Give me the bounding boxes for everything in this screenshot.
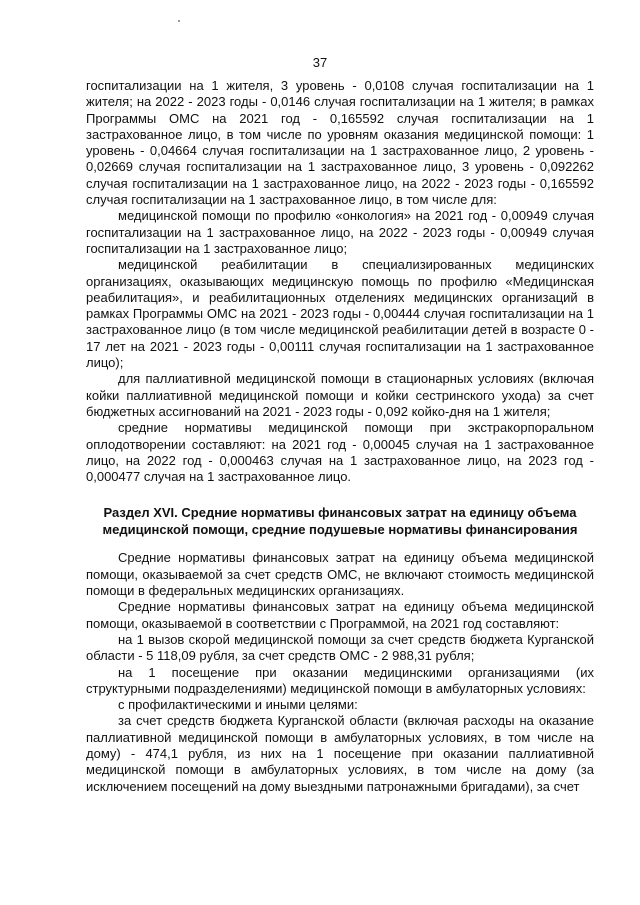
section-heading: Раздел XVI. Средние нормативы финансовых затрат на единицу объема медицинской помощи, средние подушевые нормативы финансирования [102, 505, 578, 537]
paragraph: с профилактическими и иными целями: [118, 697, 358, 713]
text-block-bottom [86, 550, 594, 794]
document-body [86, 78, 594, 795]
page-number: 37 [312, 55, 328, 70]
paragraph: для паллиативной медицинской помощи в стационарных условиях (включая койки паллиативной медицинской помощи и койки сестринского ухода) за счет бюджетных ассигнований на 2021 - 2023 годы - 0,092 койко-дня на 1 жителя; [86, 371, 594, 419]
paragraph: Средние нормативы финансовых затрат на единицу объема медицинской помощи, оказываемой за счет средств ОМС, не включают стоимость медицинской помощи в федеральных медицинских организациях. [86, 550, 594, 599]
paragraph: за счет средств бюджета Курганской области (включая расходы на оказание паллиативной медицинской помощи в амбулаторных условиях, в том числе на дому) - 474,1 рубля, из них на 1 посещение при оказании паллиативной медицинской помощи в амбулаторных условиях, в том числе на дому (за исключением посещений на дому выездными патронажными бригадами), за счет [86, 713, 594, 794]
paragraph: средние нормативы медицинской помощи при экстракорпоральном оплодотворении составляют: на 2021 год - 0,00045 случая на 1 застрахованное лицо, на 2022 год - 0,000463 случая на 1 застрахованное лицо, на 2023 год - 0,000477 случая на 1 застрахованное лицо. [86, 420, 594, 485]
paragraph: госпитализации на 1 жителя, 3 уровень - 0,0108 случая госпитализации на 1 жителя; на 2022 - 2023 годы - 0,0146 случая госпитализации на 1 жителя; в рамках Программы ОМС на 2021 год - 0,165592 случая госпитализации на 1 застрахованное лицо, в том числе по уровням оказания медицинской помощи: 1 уровень - 0,04664 случая госпитализации на 1 застрахованное лицо, 2 уровень - 0,02669 случая госпитализации на 1 застрахованное лицо, 3 уровень - 0,092262 случая госпитализации на 1 застрахованное лицо, на 2022 - 2023 годы - 0,165592 случая госпитализации на 1 застрахованное лицо, в том числе для: [86, 78, 594, 208]
scan-artifact [178, 20, 180, 22]
paragraph: на 1 вызов скорой медицинской помощи за счет средств бюджета Курганской области - 5 118,09 рубля, за счет средств ОМС - 2 988,31 рубля; [86, 631, 594, 664]
paragraph: на 1 посещение при оказании медицинскими организациями (их структурными подразделениями) медицинской помощи в амбулаторных условиях: [86, 664, 594, 696]
paragraph: медицинской помощи по профилю «онкология» на 2021 год - 0,00949 случая госпитализации на 1 застрахованное лицо, на 2022 - 2023 годы - 0,00949 случая госпитализации на 1 застрахованное лицо; [86, 208, 594, 256]
paragraph: Средние нормативы финансовых затрат на единицу объема медицинской помощи, оказываемой в соответствии с Программой, на 2021 год составляют: [86, 599, 594, 631]
paragraph: медицинской реабилитации в специализированных медицинских организациях, оказывающих медицинскую помощь по профилю «Медицинская реабилитация», и реабилитационных отделениях медицинских организаций в рамках Программы ОМС на 2021 - 2023 годы - 0,00444 случая госпитализации на 1 застрахованное лицо (в том числе медицинской реабилитации детей в возрасте 0 - 17 лет на 2021 - 2023 годы - 0,00111 случая госпитализации на 1 застрахованное лицо); [86, 257, 594, 371]
text-block-top [86, 78, 594, 485]
